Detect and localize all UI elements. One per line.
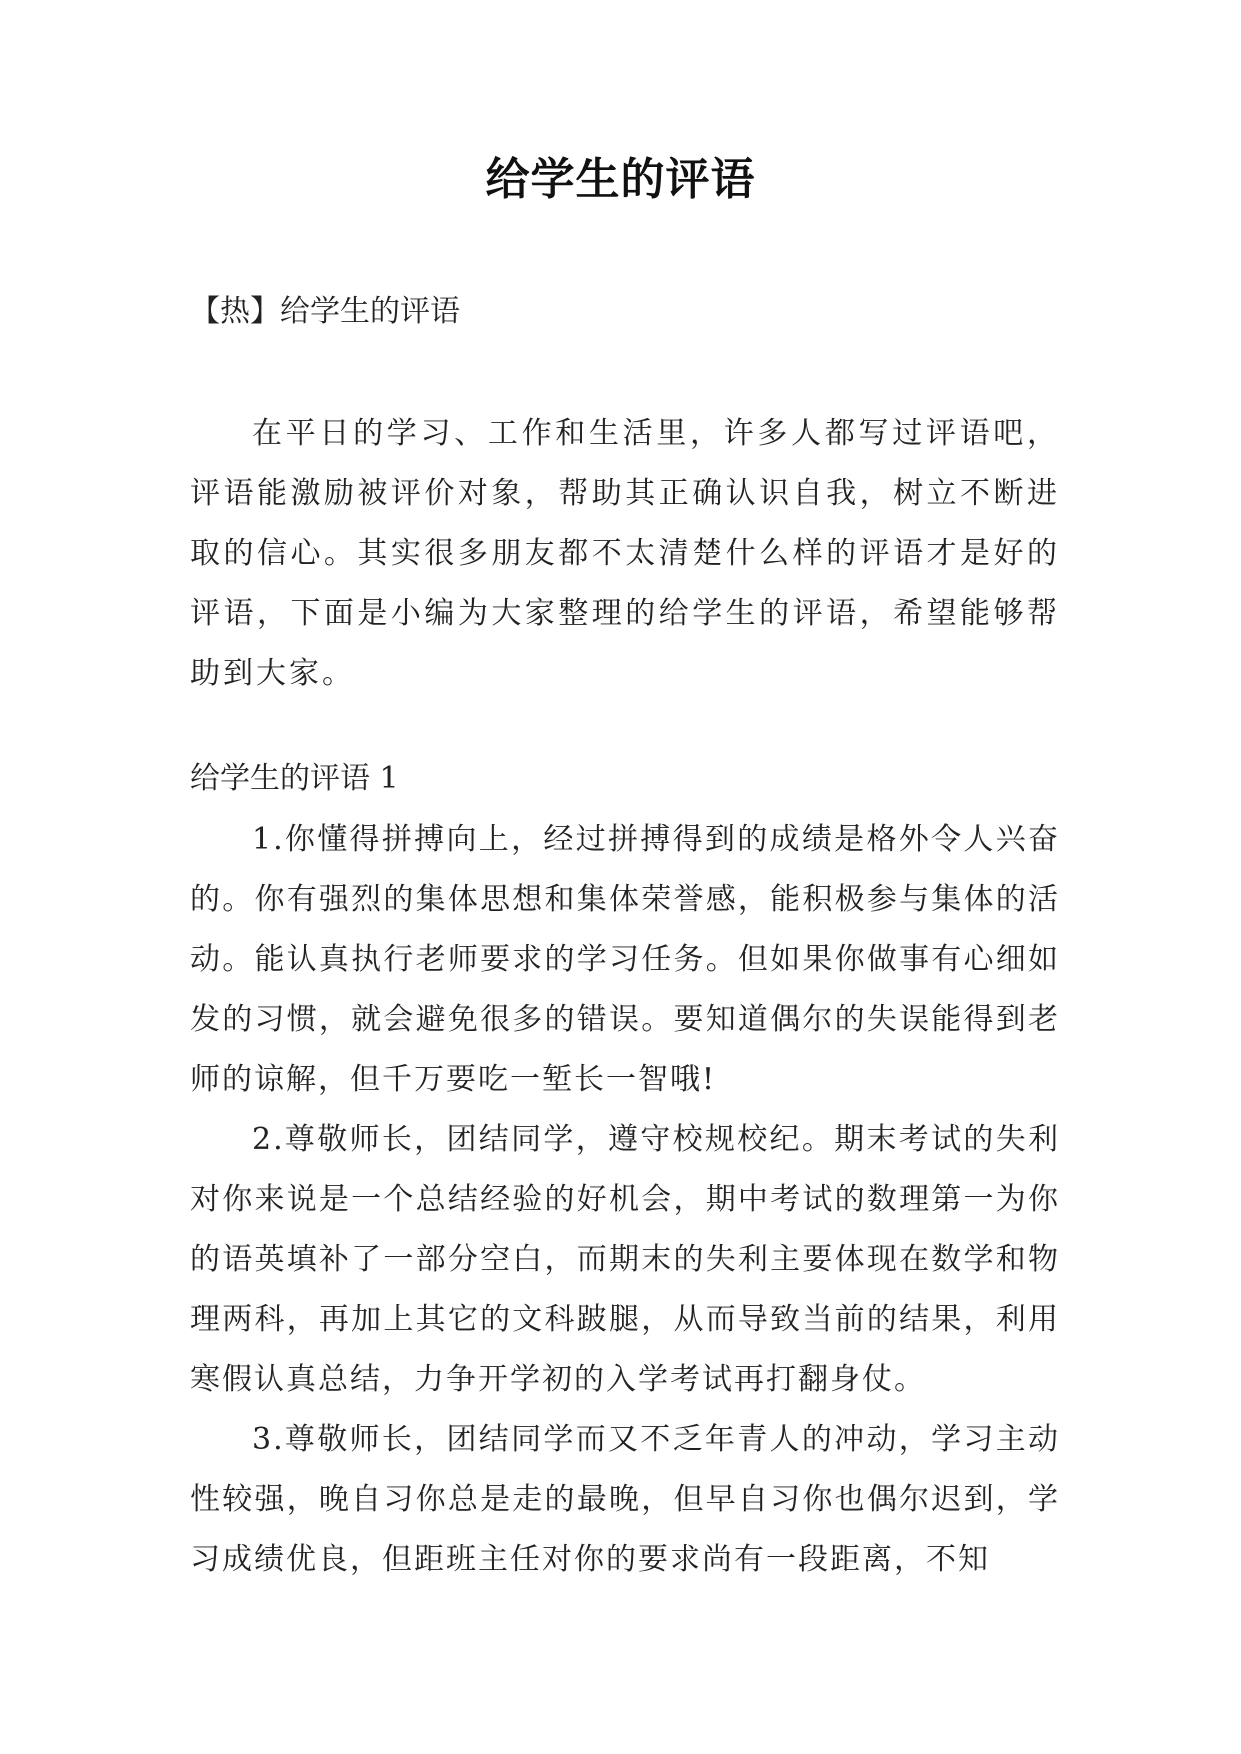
section-heading: 给学生的评语 1 [190,761,399,796]
document-title: 给学生的评语 [485,154,756,205]
comment-list [190,810,1060,1590]
intro-paragraph: 在平日的学习、工作和生活里，许多人都写过评语吧，评语能激励被评价对象，帮助其正确认识自我，树立不断进取的信心。其实很多朋友都不太清楚什么样的评语才是好的评语，下面是小编为大家整理的给学生的评语，希望能够帮助到大家。 [190,416,1060,691]
document-subtitle: 【热】给学生的评语 [190,294,460,329]
comment-item-1: 1.你懂得拼搏向上，经过拼搏得到的成绩是格外令人兴奋的。你有强烈的集体思想和集体荣誉感，能积极参与集体的活动。能认真执行老师要求的学习任务。但如果你做事有心细如发的习惯，就会避免很多的错误。要知道偶尔的失误能得到老师的谅解，但千万要吃一堑长一智哦! [190,822,1060,1097]
comment-item-2: 2.尊敬师长，团结同学，遵守校规校纪。期末考试的失利对你来说是一个总结经验的好机会，期中考试的数理第一为你的语英填补了一部分空白，而期末的失利主要体现在数学和物理两科，再加上其它的文科跛腿，从而导致当前的结果，利用寒假认真总结，力争开学初的入学考试再打翻身仗。 [190,1122,1060,1397]
comment-item-3: 3.尊敬师长，团结同学而又不乏年青人的冲动，学习主动性较强，晚自习你总是走的最晚，但早自习你也偶尔迟到，学习成绩优良，但距班主任对你的要求尚有一段距离，不知 [190,1422,1060,1577]
